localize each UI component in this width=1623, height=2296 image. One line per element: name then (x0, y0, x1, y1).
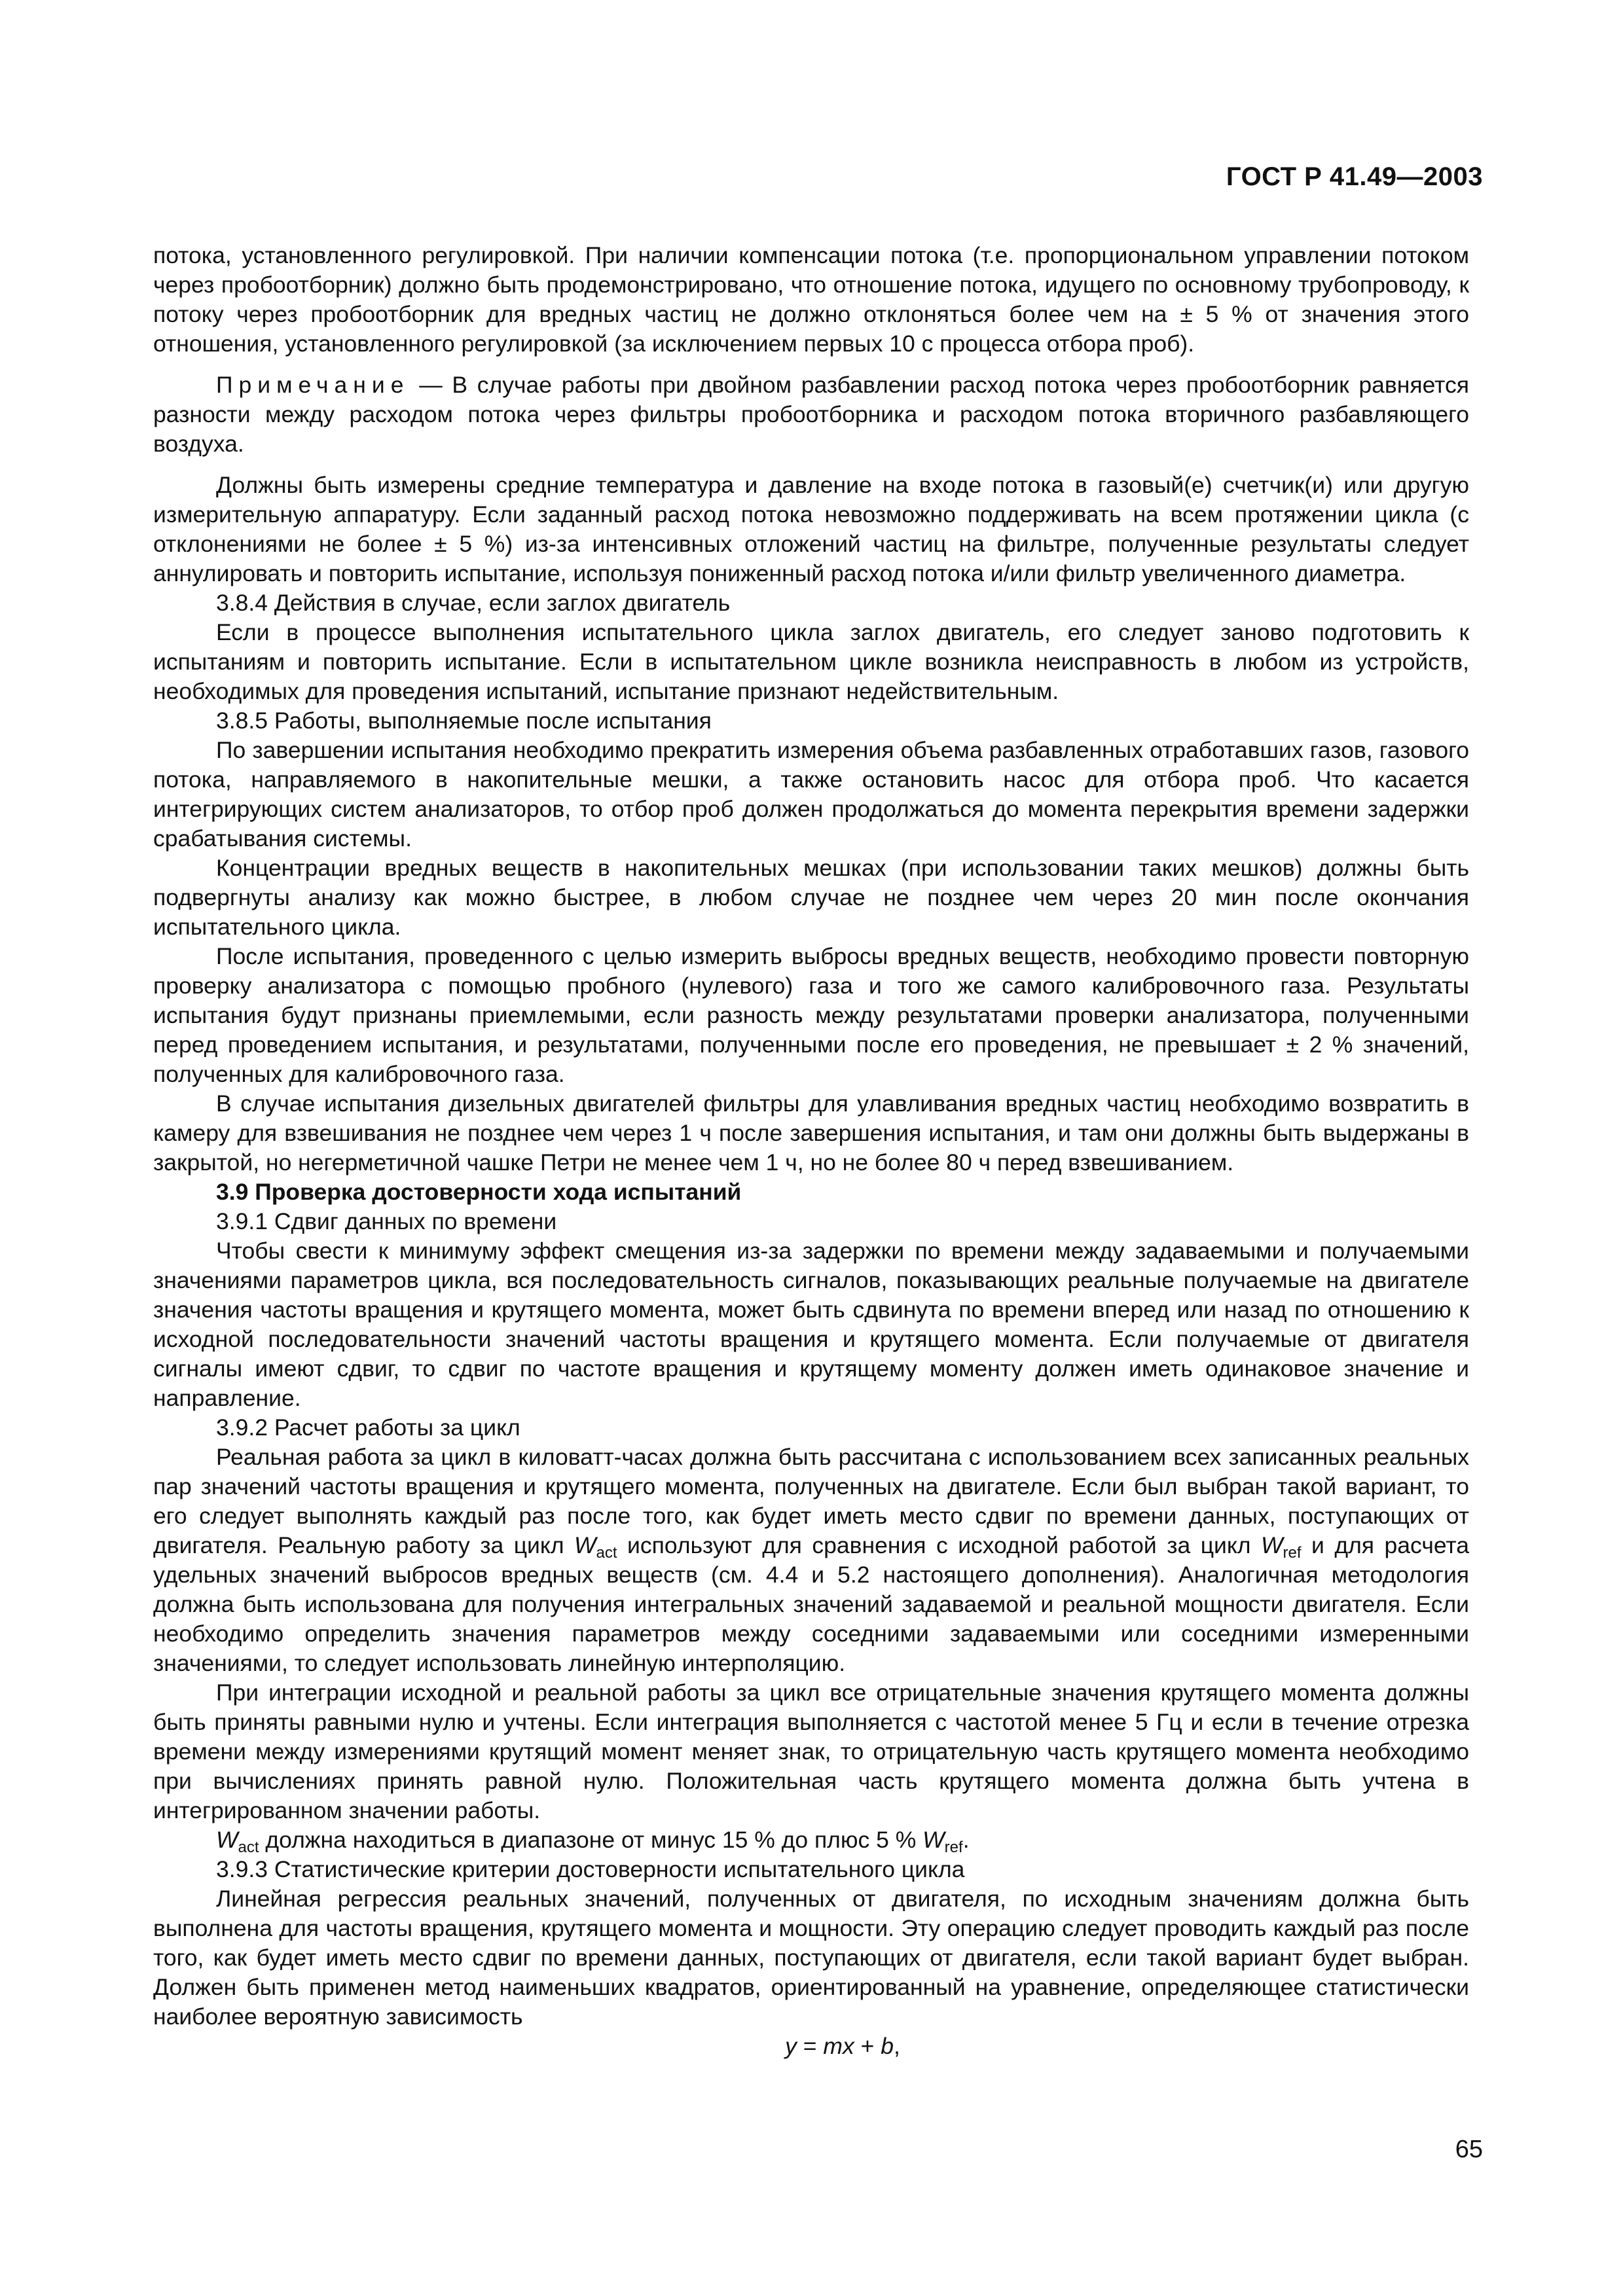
regression-formula (153, 2032, 1469, 2061)
text-segment: используют для сравнения с исходной работой за цикл (617, 1532, 1262, 1558)
page-body (153, 241, 1469, 2061)
formula-mx: mx (823, 2033, 854, 2059)
symbol-w: W (574, 1532, 596, 1558)
section-heading-3-8-4: 3.8.4 Действия в случае, если заглох двигатель (216, 590, 731, 616)
subscript-act: act (238, 1839, 259, 1856)
formula-y: y (785, 2033, 797, 2059)
paragraph (153, 1443, 1469, 1678)
subscript-act: act (596, 1544, 617, 1562)
symbol-w: W (1261, 1532, 1283, 1558)
text-segment: должна находиться в диапазоне от минус 15 % до плюс 5 % (259, 1827, 923, 1853)
paragraph: потока, установленного регулировкой. При наличии компенсации потока (т.е. пропорциональном управлении потоком через пробоотборник) должно быть продемонстрировано, что отношение потока, идущего по основному трубопроводу, к потоку через пробоотборник для вредных частиц не должно отклоняться более чем на ± 5 % от значения этого отношения, установленного регулировкой (за исключением первых 10 с процесса отбора проб). (153, 242, 1469, 357)
formula-b: b (881, 2033, 894, 2059)
section-heading-3-9-2: 3.9.2 Расчет работы за цикл (216, 1414, 520, 1441)
paragraph: По завершении испытания необходимо прекратить измерения объема разбавленных отработавших газов, газового потока, направляемого в накопительные мешки, а также остановить насос для отбора проб. Что касается интегрирующих систем анализаторов, то отбор проб должен продолжаться до момента перекрытия времени задержки срабатывания системы. (153, 737, 1469, 852)
section-heading-3-9: 3.9 Проверка достоверности хода испытаний (216, 1179, 742, 1205)
symbol-w: W (216, 1827, 238, 1853)
document-code-header: ГОСТ Р 41.49—2003 (1226, 162, 1483, 191)
note-paragraph (153, 370, 1469, 459)
note-text: — В случае работы при двойном разбавлении расход потока через пробоотборник равняется разности между расходом потока через фильтры пробоотборника и расходом потока вторичного разбавляющего воздуха. (153, 372, 1469, 457)
paragraph: Если в процессе выполнения испытательного цикла заглох двигатель, его следует заново подготовить к испытаниям и повторить испытание. Если в испытательном цикле возникла неисправность в любом из устройств, необходимых для проведения испытаний, испытание признают недействительным. (153, 619, 1469, 704)
text-segment: Реальная работа за цикл в киловатт-часах должна быть рассчитана с использованием всех записанных реальных пар значений частоты вращения и крутящего момента, полученных на двигателе. Если был выбран такой вариант, то его следует выполнять каждый раз после того, как будет иметь место сдвиг по времени данных, поступающих от двигателя. Реальную работу за цикл (153, 1444, 1469, 1558)
formula-plus: + (854, 2033, 881, 2059)
paragraph: После испытания, проведенного с целью измерить выбросы вредных веществ, необходимо провести повторную проверку анализатора с помощью пробного (нулевого) газа и того же самого калибровочного газа. Результаты испытания будут признаны приемлемыми, если разность между результатами проверки анализатора, полученными перед проведением испытания, и результатами, полученными после его проведения, не превышает ± 2 % значений, полученных для калибровочного газа. (153, 943, 1469, 1087)
paragraph: Должны быть измерены средние температура и давление на входе потока в газовый(е) счетчик(и) или другую измерительную аппаратуру. Если заданный расход потока невозможно поддерживать на всем протяжении цикла (с отклонениями не более ± 5 %) из-за интенсивных отложений частиц на фильтре, полученные результаты следует аннулировать и повторить испытание, используя пониженный расход потока и/или фильтр увеличенного диаметра. (153, 472, 1469, 586)
section-heading-3-9-3: 3.9.3 Статистические критерии достоверности испытательного цикла (216, 1856, 965, 1882)
formula-equals: = (796, 2033, 824, 2059)
paragraph: Линейная регрессия реальных значений, полученных от двигателя, по исходным значениям должна быть выполнена для частоты вращения, крутящего момента и мощности. Эту операцию следует проводить каждый раз после того, как будет иметь место сдвиг по времени данных, поступающих от двигателя, если такой вариант будет выбран. Должен быть применен метод наименьших квадратов, ориентированный на уравнение, определяющее статистически наиболее вероятную зависимость (153, 1886, 1469, 2030)
paragraph (153, 1825, 1469, 1855)
text-segment: . (962, 1827, 970, 1853)
symbol-w: W (922, 1827, 945, 1853)
section-heading-3-9-1: 3.9.1 Сдвиг данных по времени (216, 1208, 557, 1234)
paragraph: В случае испытания дизельных двигателей фильтры для улавливания вредных частиц необходимо возвратить в камеру для взвешивания не позднее чем через 1 ч после завершения испытания, и там они должны быть выдержаны в закрытой, но негерметичной чашке Петри не менее чем 1 ч, но не более 80 ч перед взвешиванием. (153, 1090, 1469, 1175)
subscript-ref: ref (1283, 1544, 1302, 1562)
paragraph: Чтобы свести к минимуму эффект смещения из-за задержки по времени между задаваемыми и получаемыми значениями параметров цикла, вся последовательность сигналов, показывающих реальные получаемые на двигателе значения частоты вращения и крутящего момента, может быть сдвинута по времени вперед или назад по отношению к исходной последовательности значений частоты вращения и крутящего момента. Если получаемые от двигателя сигналы имеют сдвиг, то сдвиг по частоте вращения и крутящему моменту должен иметь одинаковое значение и направление. (153, 1238, 1469, 1411)
subscript-ref: ref (944, 1839, 963, 1856)
page-number: 65 (1455, 2136, 1483, 2163)
text-segment: и для расчета удельных значений выбросов вредных веществ (см. 4.4 и 5.2 настоящего дополнения). Аналогичная методология должна быть использована для получения интегральных значений задаваемой и реальной мощности двигателя. Если необходимо определить значения параметров между соседними задаваемыми или соседними измеренными значениями, то следует использовать линейную интерполяцию. (153, 1532, 1470, 1676)
paragraph: Концентрации вредных веществ в накопительных мешках (при использовании таких мешков) должны быть подвергнуты анализу как можно быстрее, в любом случае не позднее чем через 20 мин после окончания испытательного цикла. (153, 855, 1469, 940)
formula-comma: , (893, 2033, 900, 2059)
note-label: Примечание (216, 372, 410, 398)
section-heading-3-8-5: 3.8.5 Работы, выполняемые после испытания (216, 708, 712, 734)
paragraph: При интеграции исходной и реальной работы за цикл все отрицательные значения крутящего момента должны быть приняты равными нулю и учтены. Если интеграция выполняется с частотой менее 5 Гц и если в течение отрезка времени между измерениями крутящий момент меняет знак, то отрицательную часть крутящего момента необходимо при вычислениях принять равной нулю. Положительная часть крутящего момента должна быть учтена в интегрированном значении работы. (153, 1679, 1469, 1823)
